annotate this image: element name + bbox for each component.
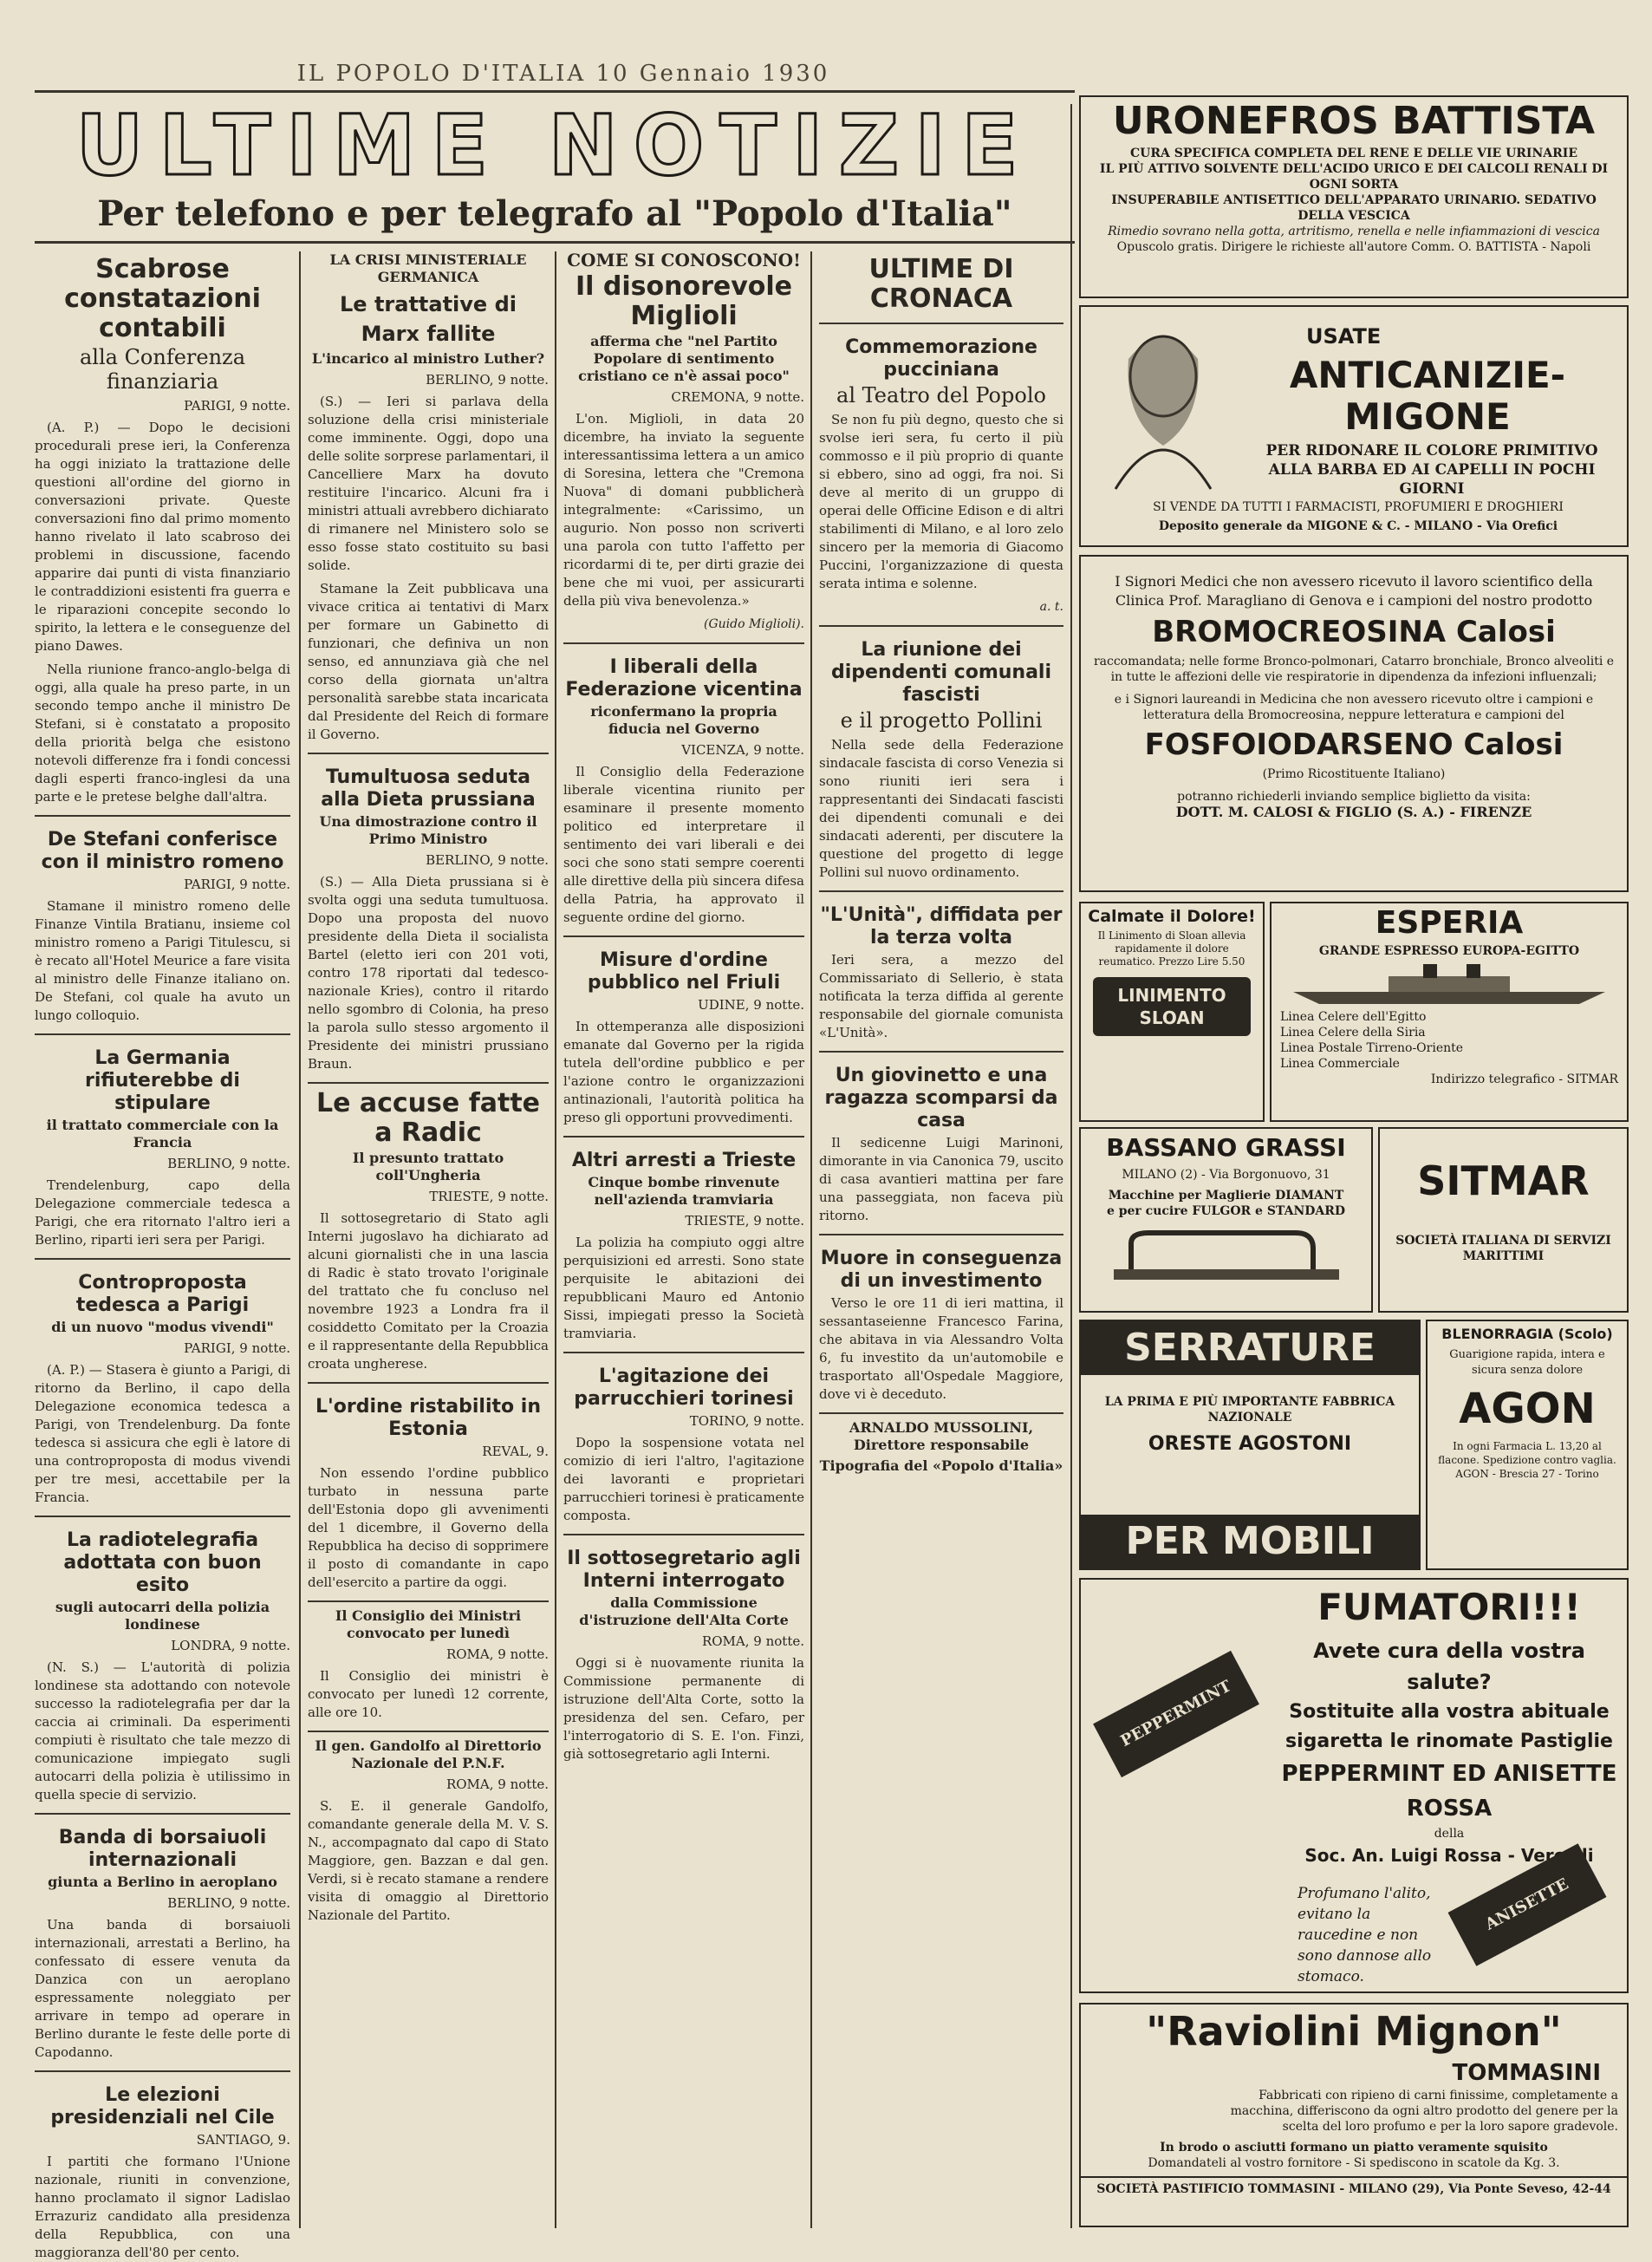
sewing-machine-illustration bbox=[1096, 1226, 1356, 1287]
headline: Il gen. Gandolfo al Direttorio Nazionale del P.N.F. bbox=[315, 1737, 542, 1771]
subheadline: giunta a Berlino in aeroplano bbox=[48, 1874, 277, 1890]
column-1 bbox=[35, 251, 290, 2260]
ad-line: I Signori Medici che non avessero ricevuto il lavoro scientifico della Clinica Prof. Maragliano di Genova e i campioni del nostro prodotto bbox=[1115, 573, 1593, 609]
article-text: Verso le ore 11 di ieri mattina, il sessantaseienne Francesco Farina, che abitava in via Alessandro Volta 6, fu investito da un'automobile e trasportato all'Ospedale Maggiore, dove vi è deceduto. bbox=[819, 1295, 1063, 1402]
ad-line: SOCIETÀ ITALIANA DI SERVIZI MARITTIMI bbox=[1395, 1234, 1611, 1263]
dateline: PARIGI, 9 notte. bbox=[184, 877, 290, 892]
col-divider-4 bbox=[1070, 104, 1072, 2228]
ad-line: SOCIETÀ PASTIFICIO TOMMASINI - MILANO (29), Via Ponte Seveso, 42-44 bbox=[1081, 2176, 1627, 2197]
separator bbox=[308, 1082, 549, 1084]
ad-line: INSUPERABILE ANTISETTICO DELL'APPARATO URINARIO. SEDATIVO DELLA VESCICA bbox=[1111, 193, 1597, 223]
separator bbox=[563, 642, 804, 644]
separator bbox=[563, 1136, 804, 1138]
col-divider-2 bbox=[555, 251, 556, 2228]
separator bbox=[819, 625, 1063, 627]
article-text: Se non fu più degno, questo che si svolse ieri sera, fu certo il più commosso e il più proprio di quante si ebbero, sino ad oggi, fra noi. Si deve al merito di un gruppo di operai delle Officine Edison e di altri stabilimenti di Milano, e al loro zelo sincero per la memoria di Giacomo Puccini, l'organizzazione di questa serata intima e solenne. bbox=[819, 412, 1063, 591]
ad-title: URONEFROS BATTISTA bbox=[1112, 99, 1596, 143]
article-text: Trendelenburg, capo della Delegazione commerciale tedesca a Parigi, che era ritornato l'altro ieri a Berlino, riparti ieri sera per Parigi. bbox=[35, 1177, 290, 1248]
ad-kicker: USATE bbox=[1306, 324, 1382, 349]
signature: (Guido Miglioli). bbox=[703, 617, 804, 631]
section-title: ULTIME DI CRONACA bbox=[868, 254, 1014, 314]
ad-line: Il Linimento di Sloan allevia rapidamente il dolore reumatico. Prezzo Lire 5.50 bbox=[1097, 929, 1246, 968]
dateline: TRIESTE, 9 notte. bbox=[685, 1213, 804, 1229]
maker-name: ORESTE AGOSTONI bbox=[1148, 1433, 1352, 1455]
separator bbox=[563, 935, 804, 937]
ad-line: GRANDE ESPRESSO EUROPA-EGITTO bbox=[1318, 944, 1580, 958]
column-4 bbox=[819, 251, 1063, 2228]
article-text: (S.) — Alla Dieta prussiana si è svolta oggi una seduta tumultuosa. Dopo una proposta del nuovo presidente della Dieta il socialista Bartel (eletto ieri con 201 voti, contro 178 riportati dal tedesco-nazionale Kries), contro il ritardo nello sgombro di Colonia, ha preso la parola sullo stesso argomento il Presidente dei ministri prussiano Braun. bbox=[308, 874, 549, 1072]
kicker: LA CRISI MINISTERIALE GERMANICA bbox=[329, 251, 527, 285]
ad-sloan bbox=[1079, 902, 1265, 1122]
brand-name: AGON bbox=[1459, 1385, 1596, 1433]
separator bbox=[308, 1731, 549, 1732]
ad-serrature bbox=[1079, 1320, 1421, 1570]
headline: De Stefani conferisce con il ministro romeno bbox=[41, 829, 284, 873]
ad-line: LA PRIMA E PIÙ IMPORTANTE FABBRICA NAZIONALE bbox=[1104, 1395, 1395, 1424]
headline: Altri arresti a Trieste bbox=[571, 1150, 797, 1171]
ad-title: SERRATURE bbox=[1081, 1321, 1419, 1375]
separator bbox=[819, 323, 1063, 324]
ad-title: "Raviolini Mignon" bbox=[1146, 2008, 1562, 2055]
separator bbox=[308, 1600, 549, 1602]
headline: Tumultuosa seduta alla Dieta prussiana bbox=[321, 766, 536, 811]
article-text: Dopo la sospensione votata nel comizio di ieri l'altro, l'agitazione dei lavoranti e proprietari parrucchieri torinesi è praticamente composta. bbox=[563, 1435, 804, 1523]
dateline: REVAL, 9. bbox=[482, 1444, 549, 1459]
separator bbox=[35, 1813, 290, 1815]
printer-credit: Tipografia del «Popolo d'Italia» bbox=[819, 1457, 1063, 1474]
dateline: LONDRA, 9 notte. bbox=[171, 1638, 290, 1653]
separator bbox=[35, 1033, 290, 1035]
separator bbox=[35, 1516, 290, 1517]
ad-line: potranno richiederli inviando semplice biglietto da visita: bbox=[1177, 790, 1531, 804]
running-head: IL POPOLO D'ITALIA 10 Gennaio 1930 bbox=[296, 61, 830, 87]
headline: Banda di borsaiuoli internazionali bbox=[58, 1827, 267, 1871]
subheadline: sugli autocarri della polizia londinese bbox=[55, 1599, 270, 1633]
ad-line: e i Signori laureandi in Medicina che non avessero ricevuto oltre i campioni e letteratura della Bromocreosina, neppure letteratura e campioni del bbox=[1114, 693, 1594, 722]
route-item: Linea Celere dell'Egitto bbox=[1280, 1010, 1427, 1024]
ad-title: BLENORRAGIA (Scolo) bbox=[1441, 1326, 1613, 1342]
route-item: Linea Commerciale bbox=[1280, 1057, 1400, 1071]
article-text: Il Consiglio dei ministri è convocato per lunedì 12 corrente, alle ore 10. bbox=[308, 1668, 549, 1720]
column-2 bbox=[308, 251, 549, 2228]
ad-line: sigaretta le rinomate Pastiglie bbox=[1285, 1731, 1613, 1752]
headline: Muore in conseguenza di un investimento bbox=[820, 1248, 1063, 1292]
separator bbox=[819, 1051, 1063, 1053]
ad-line: Macchine per Maglierie DIAMANT bbox=[1108, 1189, 1344, 1203]
ad-rossa-pastiglie bbox=[1079, 1578, 1629, 1993]
dateline: PARIGI, 9 notte. bbox=[184, 1340, 290, 1356]
subheadline: Il presunto trattato coll'Ungheria bbox=[352, 1150, 504, 1183]
article-text: Il Consiglio della Federazione liberale vicentina riunito per esaminare il presente momento politico ed interpretare il sentimento dei vari liberali e dei soci che sono stati sempre coerenti alle direttive della più sincera difesa della Patria, ha approvato il seguente ordine del giorno. bbox=[563, 764, 804, 925]
dateline: PARIGI, 9 notte. bbox=[184, 398, 290, 414]
separator bbox=[35, 2070, 290, 2072]
dateline: UDINE, 9 notte. bbox=[698, 997, 804, 1013]
ad-line: raccomandata; nelle forme Bronco-polmonari, Catarro bronchiale, Bronco alveoliti e in tutte le affezioni delle vie respiratorie in dipendenza da infezioni influenzali; bbox=[1093, 655, 1615, 684]
subheadline: L'incarico al ministro Luther? bbox=[311, 350, 545, 367]
headline: Le trattative di Marx fallite bbox=[340, 292, 517, 346]
headline: "L'Unità", diffidata per la terza volta bbox=[820, 904, 1063, 948]
dateline: ROMA, 9 notte. bbox=[446, 1646, 549, 1662]
headline: Il Consiglio dei Ministri convocato per lunedì bbox=[335, 1607, 522, 1641]
ad-line: PEPPERMINT ED ANISETTE ROSSA bbox=[1281, 1761, 1617, 1822]
dateline: BERLINO, 9 notte. bbox=[167, 1895, 290, 1911]
subheadline: Una dimostrazione contro il Primo Ministro bbox=[319, 813, 537, 847]
ad-slogan: Profumano l'alito, evitano la raucedine e non sono dannose allo stomaco. bbox=[1298, 1885, 1432, 1985]
dateline: VICENZA, 9 notte. bbox=[681, 742, 804, 758]
headline: Misure d'ordine pubblico nel Friuli bbox=[587, 949, 781, 994]
separator bbox=[308, 753, 549, 754]
headline: La Germania rifiuterebbe di stipulare bbox=[85, 1047, 240, 1114]
ad-line: SI VENDE DA TUTTI I FARMACISTI, PROFUMIERI E DROGHIERI bbox=[1153, 500, 1564, 514]
headline: I liberali della Federazione vicentina bbox=[565, 656, 803, 701]
article-text: S. E. il generale Gandolfo, comandante generale della M. V. S. N., accompagnato dal capo di Stato Maggiore, gen. Bazzan e dal gen. Verdi, si è recato stamane a rendere visita di omaggio al Direttorio Nazionale del Partito. bbox=[308, 1798, 549, 1923]
headline: L'ordine ristabilito in Estonia bbox=[315, 1396, 541, 1440]
subheadline: alla Conferenza finanziaria bbox=[79, 345, 246, 394]
product-name: BROMOCREOSINA Calosi bbox=[1152, 615, 1556, 649]
ad-bassano-grassi bbox=[1079, 1127, 1373, 1313]
ad-line: Domandateli al vostro fornitore - Si spediscono in scatole da Kg. 3. bbox=[1148, 2156, 1560, 2170]
dateline: ROMA, 9 notte. bbox=[701, 1633, 804, 1649]
ad-line: Sostituite alla vostra abituale bbox=[1289, 1701, 1610, 1723]
subheadline: al Teatro del Popolo bbox=[836, 383, 1046, 407]
ad-title: BASSANO GRASSI bbox=[1106, 1133, 1346, 1162]
headline: Le accuse fatte a Radic bbox=[315, 1088, 541, 1148]
ad-line: Avete cura della vostra salute? bbox=[1313, 1639, 1585, 1694]
article-text: (A. P.) — Dopo le decisioni procedurali prese ieri, la Conferenza ha oggi iniziato la trattazione delle questioni all'ordine del giorno in conversazioni private. Queste conversazioni fino dal primo momento hanno rivelato il lato scabroso dei problemi in discussione, facendo apparire dai punti di vista finanziario le contraddizioni esistenti fra guerra e le riparazioni concepite secondo lo spirito, la lettera e le conseguenze del piano Dawes. bbox=[35, 420, 290, 654]
separator bbox=[819, 890, 1063, 892]
ad-line: Fabbricati con ripieno di carni finissime, completamente a macchina, differiscono da ogni altro prodotto del genere per la scelta del loro profumo e per la loro sapore gradevole. bbox=[1230, 2089, 1618, 2134]
ad-footer-title: PER MOBILI bbox=[1081, 1515, 1419, 1568]
headline: Commemorazione pucciniana bbox=[845, 336, 1037, 381]
headline: Il disonorevole Miglioli bbox=[575, 271, 793, 331]
ad-line: In brodo o asciutti formano un piatto veramente squisito bbox=[1160, 2141, 1548, 2154]
article-text: Il sottosegretario di Stato agli Interni jugoslavo ha dichiarato ad alcuni giornalisti che in una lascia di Radic è stato trovato l'originale del trattato che fu concluso nel novembre 1923 a Londra fra il cosiddetto Comitato per la Croazia e il rappresentante della Repubblica croata ungherese. bbox=[308, 1210, 549, 1372]
ad-line: della bbox=[1434, 1827, 1465, 1841]
article-text: La polizia ha compiuto oggi altre perquisizioni ed arresti. Sono state perquisite le abitazioni dei repubblicani Mauro ed Antonio Sissi, impiegati presso la Società tramviaria. bbox=[563, 1235, 804, 1341]
article-text: Stamane il ministro romeno delle Finanze Vintila Bratianu, insieme col ministro romeno a Parigi Titulescu, si è recato all'Hotel Meurice a fare visita al ministro delle Finanze italiano on. De Stefani, col quale ha avuto un lungo colloquio. bbox=[35, 898, 290, 1023]
ad-title: FUMATORI!!! bbox=[1317, 1586, 1581, 1628]
masthead-title: ULTIME NOTIZIE bbox=[75, 97, 1034, 194]
headline: La riunione dei dipendenti comunali fascisti bbox=[831, 639, 1051, 706]
ad-uronefros bbox=[1079, 95, 1629, 298]
article-text: Non essendo l'ordine pubblico turbato in nessuna parte dell'Estonia dopo gli avvenimenti del 1 dicembre, il Governo della Repubblica ha deciso di sopprimere il posto di comandante in capo dell'esercito a partire da oggi. bbox=[308, 1465, 549, 1590]
ad-title: Calmate il Dolore! bbox=[1088, 907, 1256, 926]
peppermint-box: PEPPERMINT ROSSA bbox=[1093, 1651, 1259, 1777]
article-text: Oggi si è nuovamente riunita la Commissione permanente di istruzione dell'Alta Corte, sotto la presidenza del sen. Cefaro, per l'interrogatorio di S. E. l'on. Finzi, già sottosegretario agli Interni. bbox=[563, 1655, 804, 1762]
article-text: Il sedicenne Luigi Marinoni, dimorante in via Canonica 79, uscito di casa avantieri mattina per fare una passeggiata, non faceva più ritorno. bbox=[819, 1135, 1063, 1223]
headline: L'agitazione dei parrucchieri torinesi bbox=[574, 1366, 794, 1410]
editor-credit: ARNALDO MUSSOLINI, Direttore responsabile bbox=[849, 1419, 1034, 1453]
ad-line: Guarigione rapida, intera e sicura senza dolore bbox=[1449, 1348, 1605, 1377]
ad-line: Soc. An. Luigi Rossa - Vercelli bbox=[1304, 1845, 1594, 1866]
dateline: BERLINO, 9 notte. bbox=[426, 852, 549, 868]
subheadline: Cinque bombe rinvenute nell'azienda tramviaria bbox=[588, 1174, 780, 1208]
col-divider-3 bbox=[810, 251, 812, 2228]
dateline: TORINO, 9 notte. bbox=[689, 1413, 804, 1429]
dateline: SANTIAGO, 9. bbox=[196, 2132, 290, 2148]
subheadline: il trattato commerciale con la Francia bbox=[46, 1117, 279, 1151]
article-text: L'on. Miglioli, in data 20 dicembre, ha inviato la seguente interessantissima lettera a un amico di Soresina, lettera che "Cremona Nuova" di domani pubblicherà integralmente: «Carissimo, un augurio. Non posso non scriverti una parola con tutto l'affetto per ricordarmi di te, per dirti grazie dei bene che mi vuoi, per assicurarti della più viva benevolenza.» bbox=[563, 411, 804, 609]
column-3 bbox=[563, 251, 804, 2228]
separator bbox=[563, 1534, 804, 1535]
article-text: (A. P.) — Stasera è giunto a Parigi, di ritorno da Berlino, il capo della Delegazione economica tedesca a Parigi, von Trendelenburg. Da fonte tedesca si assicura che egli è latore di una controproposta di modus vivendi per tre mesi, accettabile per la Francia. bbox=[35, 1362, 290, 1505]
article-text: Nella sede della Federazione sindacale fascista di corso Venezia si sono riuniti ieri sera i rappresentanti dei Sindacati fascisti dei dipendenti comunali e dei sindacati aderenti, per discutere la questione del progetto di legge Pollini sul nuovo ordinamento. bbox=[819, 737, 1063, 880]
rule-top bbox=[35, 90, 1075, 93]
article-text: In ottemperanza alle disposizioni emanate dal Governo per la rigida tutela dell'ordine pubblico e per l'azione contro le organizzazioni antinazionali, l'autorità politica ha preso gli opportuni provvedimenti. bbox=[563, 1019, 804, 1125]
headline: Controproposta tedesca a Parigi bbox=[75, 1272, 250, 1316]
headline: Scabrose constatazioni contabili bbox=[64, 254, 261, 343]
ad-line: (Primo Ricostituente Italiano) bbox=[1262, 767, 1446, 781]
article-text: Ieri sera, a mezzo del Commissariato di Sellerio, è stata notificata la terza diffida al gerente responsabile del giornale comunista «L'Unità». bbox=[819, 952, 1063, 1040]
separator bbox=[819, 1412, 1063, 1414]
kicker: COME SI CONOSCONO! bbox=[567, 250, 801, 271]
ad-title: SITMAR bbox=[1417, 1157, 1590, 1204]
article-text: Nella riunione franco-anglo-belga di oggi, alla quale ha preso parte, in un secondo tempo anche il ministro De Stefani, si è constatato a proposito della priorità belga che esistono notevoli differenze fra i fondi concessi dagli esperti franco-inglesi da una parte e le pretese belghe dall'altra. bbox=[35, 662, 290, 805]
ship-illustration bbox=[1285, 962, 1614, 1006]
ad-line: Deposito generale da MIGONE & C. - MILANO - Via Orefici bbox=[1158, 519, 1558, 533]
article-text: I partiti che formano l'Unione nazionale, riuniti in convenzione, hanno proclamato il signor Ladislao Errazuriz candidato alla presidenza della Repubblica, con una maggioranza dell'80 per cento. bbox=[35, 2154, 290, 2260]
ad-line: DOTT. M. CALOSI & FIGLIO (S. A.) - FIRENZE bbox=[1175, 804, 1532, 820]
product-name: FOSFOIODARSENO Calosi bbox=[1144, 727, 1564, 762]
ad-line: In ogni Farmacia L. 13,20 al flacone. Spedizione contro vaglia. AGON - Brescia 27 - Torino bbox=[1438, 1440, 1616, 1480]
ad-raviolini-mignon bbox=[1079, 2003, 1629, 2227]
route-item: Linea Celere della Siria bbox=[1280, 1026, 1426, 1040]
dateline: BERLINO, 9 notte. bbox=[167, 1156, 290, 1171]
ad-line: Opuscolo gratis. Dirigere le richieste all'autore Comm. O. BATTISTA - Napoli bbox=[1116, 240, 1591, 254]
ad-line: Rimedio sovrano nella gotta, artritismo, renella e nelle infiammazioni di vescica bbox=[1108, 225, 1600, 238]
separator bbox=[35, 1258, 290, 1260]
ad-line: PER RIDONARE IL COLORE PRIMITIVO ALLA BARBA ED AI CAPELLI IN POCHI GIORNI bbox=[1265, 442, 1598, 498]
route-item: Linea Postale Tirreno-Oriente bbox=[1280, 1041, 1464, 1055]
subheadline: riconfermano la propria fiducia nel Governo bbox=[590, 703, 777, 737]
col-divider-1 bbox=[299, 251, 301, 2228]
separator bbox=[819, 1234, 1063, 1235]
maker-name: TOMMASINI bbox=[1452, 2060, 1601, 2086]
ad-anticanizie bbox=[1079, 305, 1629, 547]
dateline: TRIESTE, 9 notte. bbox=[429, 1189, 549, 1204]
ad-line: MILANO (2) - Via Borgonuovo, 31 bbox=[1122, 1168, 1330, 1182]
subheadline: e il progetto Pollini bbox=[840, 708, 1043, 733]
separator bbox=[35, 815, 290, 817]
portrait-illustration bbox=[1098, 324, 1228, 489]
subheadline: di un nuovo "modus vivendi" bbox=[51, 1319, 274, 1335]
headline: Il sottosegretario agli Interni interrogato bbox=[567, 1548, 801, 1592]
ad-line: Indirizzo telegrafico - SITMAR bbox=[1430, 1072, 1618, 1086]
subheadline: afferma che "nel Partito Popolare di sentimento cristiano ce n'è assai poco" bbox=[578, 333, 790, 384]
ad-title: ANTICANIZIE-MIGONE bbox=[1289, 354, 1566, 438]
dateline: ROMA, 9 notte. bbox=[446, 1776, 549, 1792]
headline: La radiotelegrafia adottata con buon esito bbox=[63, 1529, 262, 1596]
anisette-box: ANISETTE ROSSA bbox=[1448, 1843, 1607, 1966]
headline: Un giovinetto e una ragazza scomparsi da casa bbox=[824, 1065, 1058, 1131]
dateline: CREMONA, 9 notte. bbox=[671, 389, 804, 405]
separator bbox=[563, 1352, 804, 1353]
ad-agon bbox=[1426, 1320, 1629, 1570]
subheadline: dalla Commissione d'istruzione dell'Alta Corte bbox=[579, 1594, 789, 1628]
ad-title: ESPERIA bbox=[1375, 905, 1524, 941]
article-text: (S.) — Ieri si parlava della soluzione della crisi ministeriale come imminente. Oggi, dopo una delle solite sorprese parlamentari, il Cancelliere Marx ha dovuto restituire l'incarico. Alcuni fra i ministri attuali avrebbero dichiarato di rimanere nel Ministero solo se esso fosse stato costituito su basi solide. bbox=[308, 394, 549, 573]
product-label: LINIMENTO SLOAN bbox=[1093, 977, 1251, 1036]
article-text: Stamane la Zeit pubblicava una vivace critica ai tentativi di Marx per formare un Gabinetto di funzionari, che definiva un non senso, ed annunziava già che nel corso della giornata un'altra personalità sarebbe stata incaricata dal Presidente del Reich di formare il Governo. bbox=[308, 581, 549, 742]
ad-line: IL PIÙ ATTIVO SOLVENTE DELL'ACIDO URICO E DEI CALCOLI RENALI DI OGNI SORTA bbox=[1099, 162, 1609, 192]
ad-calosi bbox=[1079, 555, 1629, 892]
article-text: (N. S.) — L'autorità di polizia londinese sta adottando con notevole successo la radiotelegrafia per dar la caccia ai criminali. Da esperimenti compiuti è risultato che tale mezzo di comunicazione impiegato sugli autocarri della polizia è utilissimo in quella specie di servizio. bbox=[35, 1659, 290, 1802]
ad-sitmar bbox=[1378, 1127, 1629, 1313]
ad-line: CURA SPECIFICA COMPLETA DEL RENE E DELLE VIE URINARIE bbox=[1130, 147, 1577, 160]
signature: a. t. bbox=[1039, 600, 1063, 614]
masthead-subtitle: Per telefono e per telegrafo al "Popolo d'Italia" bbox=[97, 193, 1012, 234]
headline: Le elezioni presidenziali nel Cile bbox=[50, 2084, 275, 2128]
separator bbox=[308, 1382, 549, 1384]
dateline: BERLINO, 9 notte. bbox=[426, 372, 549, 388]
rule-under-masthead bbox=[35, 241, 1075, 244]
ad-esperia bbox=[1270, 902, 1629, 1122]
article-text: Una banda di borsaiuoli internazionali, arrestati a Berlino, ha confessato di essere venuta da Danzica con un aeroplano espressamente noleggiato per arrivare in tempo ad operare in Berlino durante le feste delle porte di Capodanno. bbox=[35, 1917, 290, 2060]
ad-line: e per cucire FULGOR e STANDARD bbox=[1106, 1204, 1346, 1218]
